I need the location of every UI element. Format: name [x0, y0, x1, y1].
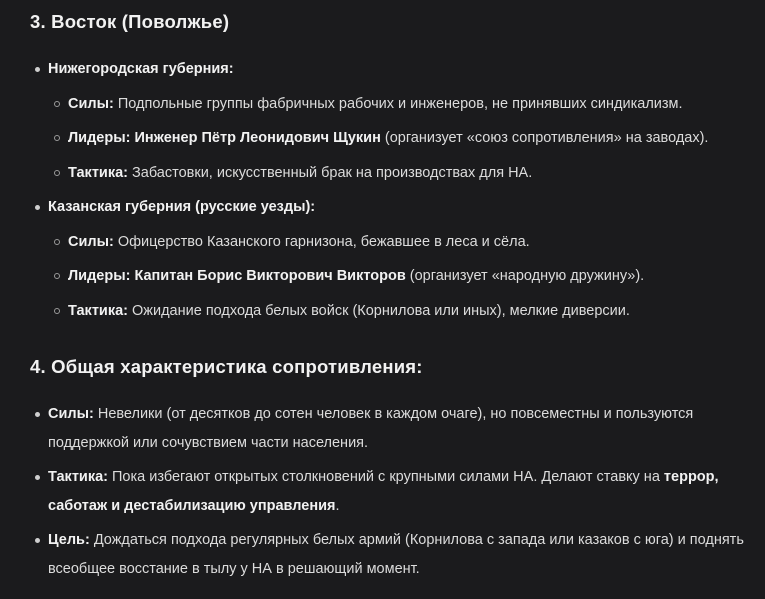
list-item-nizhegorodskaya [48, 55, 762, 187]
bold-text-segment: террор, саботаж и дестабилизацию управления [48, 469, 719, 514]
bold-text-segment: Цель: [48, 532, 90, 548]
heading-section-4: 4. Общая характеристика сопротивления: [30, 356, 423, 377]
list-item-label [48, 61, 234, 77]
list-item-taktika [68, 159, 762, 188]
bold-text-segment: Тактика: [68, 302, 128, 319]
text-segment: . [335, 497, 340, 514]
list-item-sily [68, 90, 762, 119]
bold-text-segment: Казанская губерния (русские уезды): [48, 199, 316, 215]
bold-text-segment: Нижегородская губерния: [48, 61, 234, 77]
text-segment: Забастовки, искусственный брак на производствах для НА. [127, 164, 533, 181]
sublist-nizhegorodskaya [48, 90, 762, 188]
text-segment: Дождаться подхода регулярных белых армий (Корнилова с запада или казаков с юга) и поднять всеобщее восстание в тылу у НА в решающий момент. [48, 532, 744, 577]
list-item-lidery [68, 262, 762, 291]
list-item-sily [68, 228, 762, 257]
text-segment: Пока избегают открытых столкновений с крупными силами НА. Делают ставку на [107, 469, 664, 485]
bold-text-segment: Силы: [48, 406, 94, 422]
list-item-kazanskaya [48, 193, 762, 325]
bold-text-segment: Тактика: [48, 469, 108, 485]
bold-text-segment: Силы: [68, 233, 114, 250]
region-list [30, 55, 765, 325]
list-item-lidery [68, 124, 762, 153]
text-segment: Подпольные группы фабричных рабочих и инженеров, не принявших синдикализм. [113, 95, 683, 112]
text-segment: (организует «народную дружину»). [405, 268, 645, 284]
text-segment: Ожидание подхода белых войск (Корнилова или иных), мелкие диверсии. [127, 302, 630, 319]
list-item-taktika [68, 297, 762, 326]
summary-list [30, 400, 765, 583]
text-segment: Невелики (от десятков до сотен человек в каждом очаге), но повсеместны и пользуются поддержкой или сочувствием части населения. [48, 406, 694, 451]
bold-text-segment: Лидеры: Инженер Пётр Леонидович Щукин [68, 130, 381, 146]
list-item-label [48, 199, 315, 215]
list-item-tsel [48, 526, 762, 583]
bold-text-segment: Силы: [68, 95, 114, 112]
list-item-sily [48, 400, 762, 457]
bold-text-segment: Тактика: [68, 164, 128, 181]
sublist-kazanskaya [48, 228, 762, 326]
list-item-taktika [48, 463, 762, 520]
text-segment: (организует «союз сопротивления» на заводах). [380, 130, 709, 146]
text-segment: Офицерство Казанского гарнизона, бежавшее в леса и сёла. [113, 233, 530, 250]
heading-section-3: 3. Восток (Поволжье) [30, 11, 230, 32]
bold-text-segment: Лидеры: Капитан Борис Викторович Викторов [68, 268, 406, 284]
